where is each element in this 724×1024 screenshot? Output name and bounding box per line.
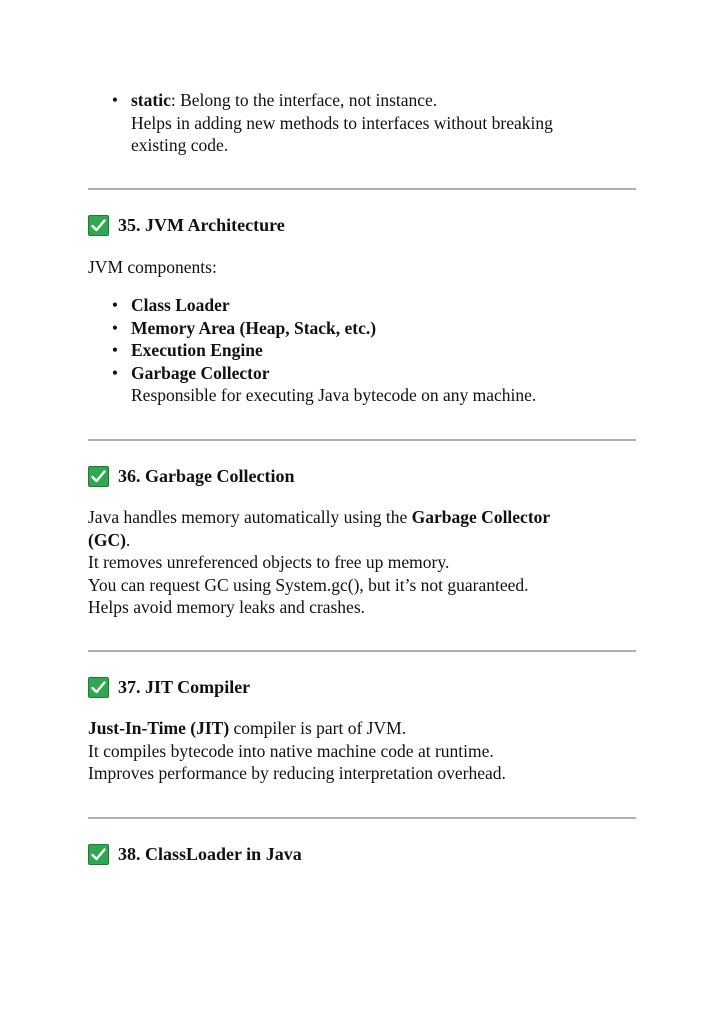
paragraph-line: You can request GC using System.gc(), but it’s not guaranteed. bbox=[88, 574, 529, 595]
section-divider bbox=[88, 439, 636, 441]
bullet-text bbox=[131, 89, 630, 157]
bold-term: Garbage Collector bbox=[411, 507, 551, 527]
check-mark-icon bbox=[88, 215, 109, 236]
list-item-label: Memory Area (Heap, Stack, etc.) bbox=[131, 317, 377, 338]
list-item bbox=[110, 362, 630, 385]
section-heading bbox=[88, 213, 285, 237]
section-title: 36. Garbage Collection bbox=[118, 465, 295, 486]
section-heading bbox=[88, 675, 250, 699]
term-static: static bbox=[131, 90, 171, 110]
section-title: 35. JVM Architecture bbox=[118, 214, 285, 235]
paragraph-text: . bbox=[125, 529, 131, 550]
list-item-label: Execution Engine bbox=[131, 340, 263, 360]
section-title: 38. ClassLoader in Java bbox=[118, 843, 302, 864]
section-divider bbox=[88, 650, 636, 652]
list-item bbox=[110, 317, 630, 340]
section-divider bbox=[88, 817, 636, 819]
bold-term: Just-In-Time (JIT) bbox=[88, 718, 230, 738]
bullet-icon: • bbox=[111, 90, 119, 110]
section-divider bbox=[88, 188, 636, 190]
check-mark-icon bbox=[88, 844, 109, 865]
section-title: 37. JIT Compiler bbox=[118, 676, 251, 697]
paragraph-text: compiler is part of JVM. bbox=[229, 718, 407, 738]
bullet-icon: • bbox=[111, 295, 119, 315]
section-heading bbox=[88, 464, 294, 488]
list-item-label: Garbage Collector bbox=[131, 362, 270, 383]
list-note: Responsible for executing Java bytecode on any machine. bbox=[131, 385, 537, 405]
component-list bbox=[110, 294, 630, 407]
list-item bbox=[110, 294, 630, 317]
paragraph-line: It compiles bytecode into native machine code at runtime. bbox=[88, 740, 494, 761]
check-mark-icon bbox=[88, 677, 109, 698]
bullet-line: Helps in adding new methods to interfaces without breaking bbox=[131, 112, 553, 133]
paragraph-line: It removes unreferenced objects to free up memory. bbox=[88, 552, 450, 572]
paragraph bbox=[88, 506, 628, 619]
list-item bbox=[110, 89, 630, 157]
paragraph bbox=[88, 256, 628, 279]
list-item-label: Class Loader bbox=[131, 295, 230, 315]
bullet-icon: • bbox=[111, 317, 119, 338]
paragraph bbox=[88, 717, 628, 785]
paragraph-line: Helps avoid memory leaks and crashes. bbox=[88, 597, 366, 617]
bullet-icon: • bbox=[111, 340, 119, 360]
bold-term: (GC) bbox=[88, 529, 126, 550]
bullet-line: existing code. bbox=[131, 135, 229, 155]
check-mark-icon bbox=[88, 466, 109, 487]
section-heading bbox=[88, 842, 302, 866]
paragraph-line: JVM components: bbox=[88, 257, 217, 277]
list-item bbox=[110, 339, 630, 362]
paragraph-line: Improves performance by reducing interpretation overhead. bbox=[88, 763, 506, 783]
bullet-icon: • bbox=[111, 362, 119, 383]
paragraph-text: Java handles memory automatically using the bbox=[88, 507, 412, 527]
term-description: : Belong to the interface, not instance. bbox=[170, 90, 438, 110]
